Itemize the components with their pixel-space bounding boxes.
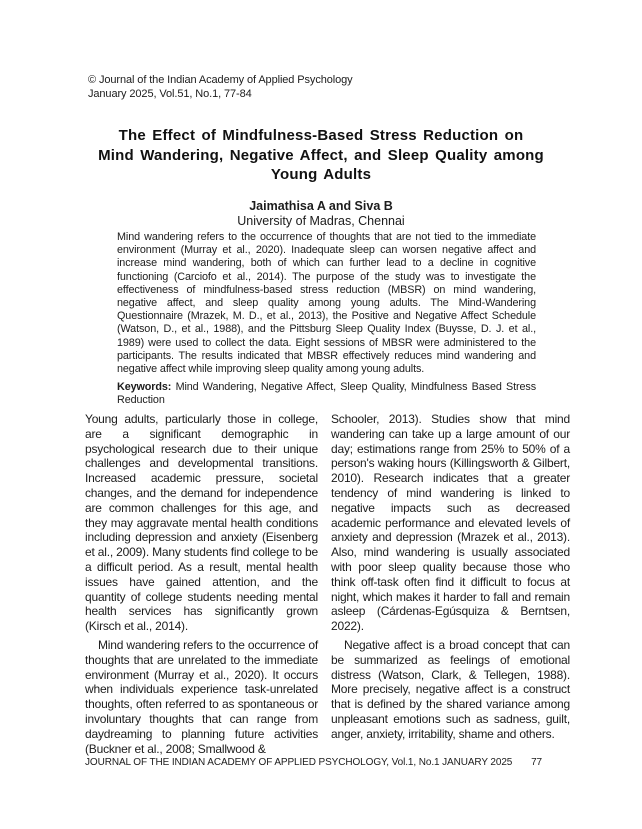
paper-title: [0, 126, 642, 185]
body-left-column: [85, 412, 318, 756]
journal-header: [88, 73, 353, 101]
journal-issue-line: January 2025, Vol.51, No.1, 77-84: [88, 88, 252, 100]
page-footer: [85, 757, 542, 769]
authors-line: Jaimathisa A and Siva B: [249, 199, 393, 213]
body-right-column: [331, 412, 570, 756]
footer-page-number: 77: [531, 757, 542, 768]
body-columns: [85, 412, 570, 756]
keywords-line: [117, 381, 536, 407]
paper-title-line-1: The Effect of Mindfulness-Based Stress Reduction on: [118, 127, 524, 144]
paper-title-line-2: Mind Wandering, Negative Affect, and Sleep Quality among: [98, 146, 544, 164]
body-paragraph: Mind wandering refers to the occurrence of thoughts that are unrelated to the immediate environment (Murray et al., 2020). It occurs when individuals experience task-unrelated thoughts, often referred to as spontaneous or involuntary thoughts that can range from daydreaming to planning future activities (Buckner et al., 2008; Smallwood &: [85, 637, 318, 756]
abstract-paragraph: Mind wandering refers to the occurrence of thoughts that are not tied to the immediate environment (Murray et al., 2020). Inadequate sleep can worsen negative affect and increase mind wandering, both of which can further lead to a decline in cognitive functioning (Carciofo et al., 2014). The purpose of the study was to investigate the effectiveness of mindfulness-based stress reduction (MBSR) on mind wandering, negative affect, and sleep quality among young adults. The Mind-Wandering Questionnaire (Mrazek, M. D., et al., 2013), the Positive and Negative Affect Schedule (Watson, D., et al., 1988), and the Pittsburg Sleep Quality Index (Buysse, D. J. et al., 1989) were used to collect the data. Eight sessions of MBSR were administered to the participants. The results indicated that MBSR effectively reduces mind wandering and negative affect while improving sleep quality among young adults.: [117, 231, 536, 376]
body-paragraph: Young adults, particularly those in college, are a significant demographic in psychological research due to their unique challenges and developmental transitions. Increased academic pressure, societal changes, and the demand for independence are common challenges for this age, and they may aggravate mental health conditions including depression and anxiety (Eisenberg et al., 2009). Many students find college to be a difficult period. As a result, mental health issues have gained attention, and the quantity of college students needing mental health services has significantly grown (Kirsch et al., 2014).: [85, 412, 318, 634]
footer-journal-line: JOURNAL OF THE INDIAN ACADEMY OF APPLIED PSYCHOLOGY, Vol.1, No.1 JANUARY 2025: [85, 757, 513, 768]
journal-copyright-line: © Journal of the Indian Academy of Applied Psychology: [88, 74, 353, 86]
body-paragraph: Schooler, 2013). Studies show that mind wandering can take up a large amount of our day; estimations range from 25% to 50% of a person's waking hours (Killingsworth & Gilbert, 2010). Research indicates that a greater tendency of mind wandering is linked to negative impacts such as decreased academic performance and elevated levels of anxiety and depression (Mrazek et al., 2013). Also, mind wandering is usually associated with poor sleep quality because those who think off-task often find it difficult to focus at night, which makes it harder to fall and remain asleep (Cárdenas-Egúsquiza & Berntsen, 2022).: [331, 412, 570, 634]
keywords-text: Mind Wandering, Negative Affect, Sleep Quality, Mindfulness Based Stress Reduction: [117, 381, 536, 407]
paper-title-line-3: Young Adults: [270, 166, 372, 183]
abstract-section: [117, 231, 536, 408]
byline: [0, 199, 642, 229]
body-paragraph: Negative affect is a broad concept that can be summarized as feelings of emotional distress (Watson, Clark, & Tellegen, 1988). More precisely, negative affect is a construct that is defined by the shared variance among unpleasant emotions such as sadness, guilt, anger, anxiety, irritability, shame and others.: [331, 637, 570, 741]
affiliation-line: University of Madras, Chennai: [237, 214, 405, 228]
keywords-label: Keywords:: [117, 381, 172, 394]
